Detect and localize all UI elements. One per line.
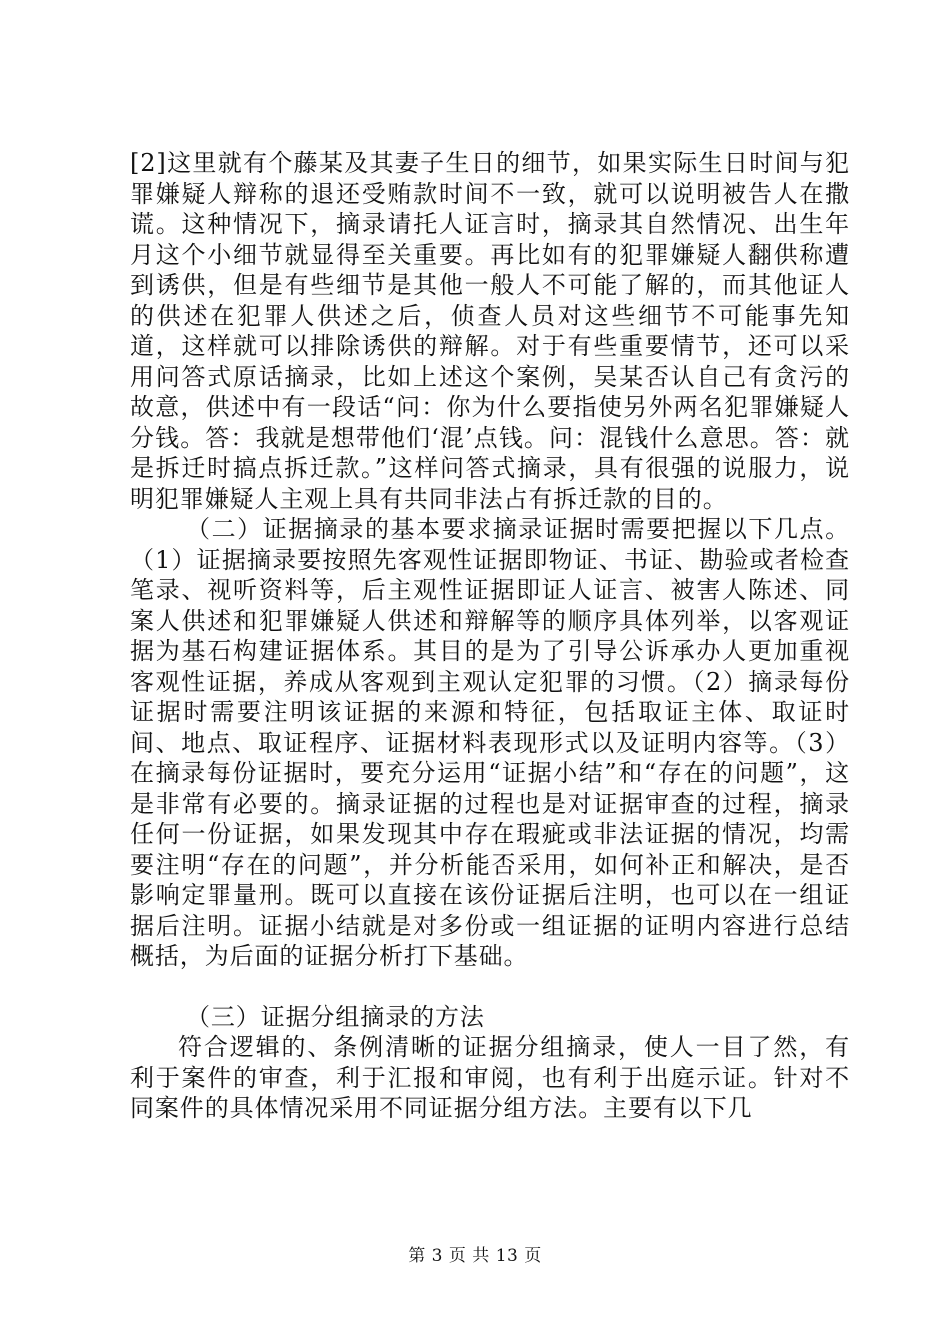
document-body	[130, 148, 850, 1124]
paragraph-grouping-intro: 符合逻辑的、条例清晰的证据分组摘录，使人一目了然，有利于案件的审查，利于汇报和审阅，也有利于出庭示证。针对不同案件的具体情况采用不同证据分组方法。主要有以下几	[130, 1033, 850, 1122]
paragraph-basic-requirements: （二）证据摘录的基本要求摘录证据时需要把握以下几点。（1）证据摘录要按照先客观性证据即物证、书证、勘验或者检查笔录、视听资料等，后主观性证据即证人证言、被害人陈述、同案人供述和犯罪嫌疑人供述和辩解等的顺序具体列举，以客观证据为基石构建证据体系。其目的是为了引导公诉承办人更加重视客观性证据，养成从客观到主观认定犯罪的习惯。（2）摘录每份证据时需要注明该证据的来源和特征，包括取证主体、取证时间、地点、取证程序、证据材料表现形式以及证明内容等。（3）在摘录每份证据时，要充分运用“证据小结”和“存在的问题”，这是非常有必要的。摘录证据的过程也是对证据审查的过程，摘录任何一份证据，如果发现其中存在瑕疵或非法证据的情况，均需要注明“存在的问题”，并分析能否采用，如何补正和解决，是否影响定罪量刑。既可以直接在该份证据后注明，也可以在一组证据后注明。证据小结就是对多份或一组证据的证明内容进行总结概括，为后面的证据分析打下基础。	[130, 515, 850, 970]
page-number-footer: 第 3 页 共 13 页	[408, 1246, 542, 1266]
section-heading-grouping-method: （三）证据分组摘录的方法	[186, 1002, 485, 1031]
paragraph-evidence-details: [2]这里就有个藤某及其妻子生日的细节，如果实际生日时间与犯罪嫌疑人辩称的退还受贿款时间不一致，就可以说明被告人在撒谎。这种情况下，摘录请托人证言时，摘录其自然情况、出生年月这个小细节就显得至关重要。再比如有的犯罪嫌疑人翻供称遭到诱供，但是有些细节是其他一般人不可能了解的，而其他证人的供述在犯罪人供述之后，侦查人员对这些细节不可能事先知道，这样就可以排除诱供的辩解。对于有些重要情节，还可以采用问答式原话摘录，比如上述这个案例，吴某否认自己有贪污的故意，供述中有一段话“问：你为什么要指使另外两名犯罪嫌疑人分钱。答：我就是想带他们‘混’点钱。问：混钱什么意思。答：就是拆迁时搞点拆迁款。”这样问答式摘录，具有很强的说服力，说明犯罪嫌疑人主观上具有共同非法占有拆迁款的目的。	[130, 149, 850, 513]
paragraph-gap	[130, 972, 850, 1002]
